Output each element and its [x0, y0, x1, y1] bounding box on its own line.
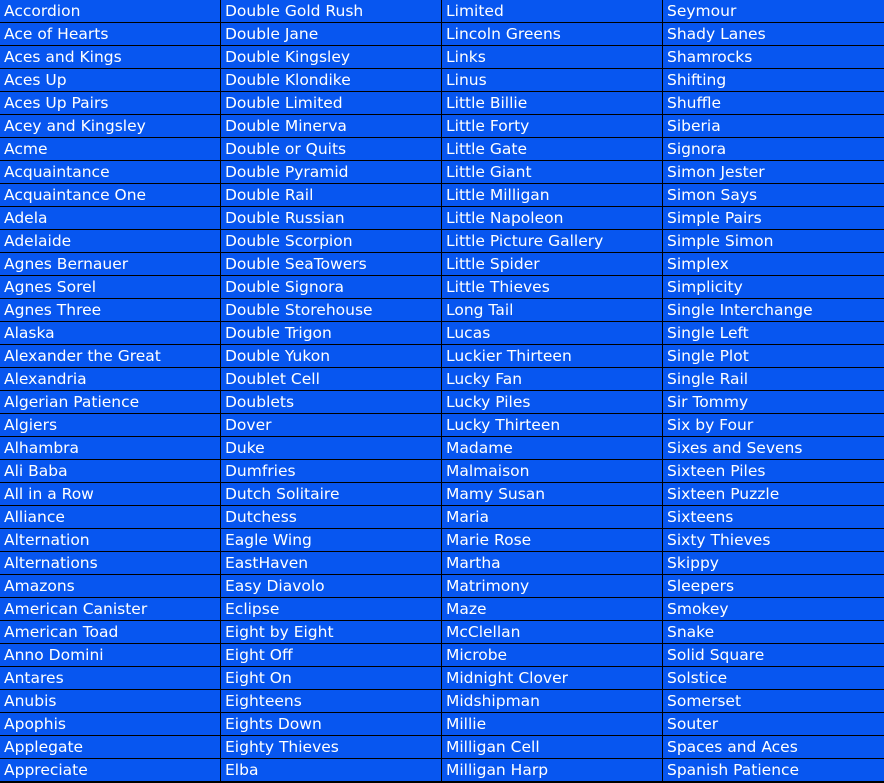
game-list-item[interactable]: Single Left: [663, 322, 884, 344]
game-list-item[interactable]: Algiers: [0, 414, 220, 436]
game-list-item[interactable]: Double Limited: [221, 92, 441, 114]
game-list-item[interactable]: Madame: [442, 437, 662, 459]
game-list-item[interactable]: Double Kingsley: [221, 46, 441, 68]
game-list-item[interactable]: Elba: [221, 759, 441, 781]
game-list-item[interactable]: Aces and Kings: [0, 46, 220, 68]
game-list-item[interactable]: Eclipse: [221, 598, 441, 620]
game-list-item[interactable]: Double or Quits: [221, 138, 441, 160]
game-list-item[interactable]: Eight by Eight: [221, 621, 441, 643]
game-list-item[interactable]: Little Napoleon: [442, 207, 662, 229]
game-list-item[interactable]: Simple Simon: [663, 230, 884, 252]
game-list-item[interactable]: Acey and Kingsley: [0, 115, 220, 137]
game-list-item[interactable]: EastHaven: [221, 552, 441, 574]
game-list-item[interactable]: Little Milligan: [442, 184, 662, 206]
game-list-item[interactable]: Alexander the Great: [0, 345, 220, 367]
game-list-item[interactable]: American Canister: [0, 598, 220, 620]
game-list-item[interactable]: Malmaison: [442, 460, 662, 482]
game-list-item[interactable]: McClellan: [442, 621, 662, 643]
game-list-item[interactable]: Double Trigon: [221, 322, 441, 344]
game-list-item[interactable]: Double Pyramid: [221, 161, 441, 183]
game-list-item[interactable]: Double SeaTowers: [221, 253, 441, 275]
game-list-item[interactable]: Simplicity: [663, 276, 884, 298]
game-list-item[interactable]: Lucky Piles: [442, 391, 662, 413]
game-list-item[interactable]: Spaces and Aces: [663, 736, 884, 758]
game-list-item[interactable]: Sixes and Sevens: [663, 437, 884, 459]
game-list-item[interactable]: Aces Up: [0, 69, 220, 91]
game-list-item[interactable]: All in a Row: [0, 483, 220, 505]
game-list-item[interactable]: Links: [442, 46, 662, 68]
game-list-item[interactable]: Sixty Thieves: [663, 529, 884, 551]
game-list-item[interactable]: Six by Four: [663, 414, 884, 436]
game-list-item[interactable]: Shifting: [663, 69, 884, 91]
game-list-item[interactable]: Dutch Solitaire: [221, 483, 441, 505]
game-list-item[interactable]: Single Interchange: [663, 299, 884, 321]
game-list-item[interactable]: Milligan Harp: [442, 759, 662, 781]
game-list-item[interactable]: Ace of Hearts: [0, 23, 220, 45]
game-list-item[interactable]: Ali Baba: [0, 460, 220, 482]
game-list-item[interactable]: Double Jane: [221, 23, 441, 45]
game-list-item[interactable]: Eighty Thieves: [221, 736, 441, 758]
game-list-item[interactable]: Signora: [663, 138, 884, 160]
game-list-item[interactable]: Duke: [221, 437, 441, 459]
game-list-item[interactable]: Double Storehouse: [221, 299, 441, 321]
game-list-item[interactable]: Shamrocks: [663, 46, 884, 68]
game-list-item[interactable]: Anno Domini: [0, 644, 220, 666]
game-list-item[interactable]: Double Minerva: [221, 115, 441, 137]
game-list-item[interactable]: Somerset: [663, 690, 884, 712]
game-list-item[interactable]: Alliance: [0, 506, 220, 528]
game-list-item[interactable]: Accordion: [0, 0, 220, 22]
game-list-item[interactable]: Simple Pairs: [663, 207, 884, 229]
game-list-item[interactable]: Little Thieves: [442, 276, 662, 298]
game-list-item[interactable]: Smokey: [663, 598, 884, 620]
game-list-item[interactable]: Lucky Fan: [442, 368, 662, 390]
game-list-item[interactable]: Appreciate: [0, 759, 220, 781]
game-list-item[interactable]: Microbe: [442, 644, 662, 666]
game-list-item[interactable]: Eagle Wing: [221, 529, 441, 551]
game-list-item[interactable]: Agnes Bernauer: [0, 253, 220, 275]
game-list-item[interactable]: Eight Off: [221, 644, 441, 666]
game-list-item[interactable]: Aces Up Pairs: [0, 92, 220, 114]
game-list-item[interactable]: Long Tail: [442, 299, 662, 321]
game-list-item[interactable]: Doublet Cell: [221, 368, 441, 390]
game-list-item[interactable]: Little Giant: [442, 161, 662, 183]
game-list-item[interactable]: Solstice: [663, 667, 884, 689]
game-list-item[interactable]: Single Plot: [663, 345, 884, 367]
game-list-item[interactable]: Siberia: [663, 115, 884, 137]
game-list-item[interactable]: Little Forty: [442, 115, 662, 137]
game-list-item[interactable]: Limited: [442, 0, 662, 22]
game-list-item[interactable]: Skippy: [663, 552, 884, 574]
game-list-item[interactable]: Easy Diavolo: [221, 575, 441, 597]
game-list-item[interactable]: Luckier Thirteen: [442, 345, 662, 367]
game-list-item[interactable]: Double Scorpion: [221, 230, 441, 252]
game-list-item[interactable]: Single Rail: [663, 368, 884, 390]
game-list-item[interactable]: Alaska: [0, 322, 220, 344]
game-list-item[interactable]: Dutchess: [221, 506, 441, 528]
game-list-item[interactable]: Snake: [663, 621, 884, 643]
game-list-item[interactable]: Anubis: [0, 690, 220, 712]
game-list-item[interactable]: Alternations: [0, 552, 220, 574]
game-list-item[interactable]: Simon Jester: [663, 161, 884, 183]
game-list-item[interactable]: Apophis: [0, 713, 220, 735]
game-list-item[interactable]: Double Rail: [221, 184, 441, 206]
game-list-item[interactable]: Sixteen Piles: [663, 460, 884, 482]
game-list-item[interactable]: Little Gate: [442, 138, 662, 160]
game-list-item[interactable]: Millie: [442, 713, 662, 735]
game-list-item[interactable]: Maze: [442, 598, 662, 620]
game-list-item[interactable]: Antares: [0, 667, 220, 689]
game-list-item[interactable]: Little Spider: [442, 253, 662, 275]
game-list-item[interactable]: Milligan Cell: [442, 736, 662, 758]
game-list-item[interactable]: Sixteens: [663, 506, 884, 528]
game-list-item[interactable]: Alexandria: [0, 368, 220, 390]
game-list-item[interactable]: Dover: [221, 414, 441, 436]
game-list-item[interactable]: Acquaintance One: [0, 184, 220, 206]
game-list-item[interactable]: Little Billie: [442, 92, 662, 114]
game-list-item[interactable]: Lucky Thirteen: [442, 414, 662, 436]
game-list-item[interactable]: Simon Says: [663, 184, 884, 206]
game-list-item[interactable]: Doublets: [221, 391, 441, 413]
game-list-item[interactable]: Alternation: [0, 529, 220, 551]
game-list-item[interactable]: Applegate: [0, 736, 220, 758]
game-list-item[interactable]: Eighteens: [221, 690, 441, 712]
game-list-item[interactable]: Lincoln Greens: [442, 23, 662, 45]
game-list-item[interactable]: Linus: [442, 69, 662, 91]
game-list-item[interactable]: Solid Square: [663, 644, 884, 666]
game-list-item[interactable]: Shady Lanes: [663, 23, 884, 45]
game-list-item[interactable]: Alhambra: [0, 437, 220, 459]
game-list-item[interactable]: Shuffle: [663, 92, 884, 114]
game-list-item[interactable]: Dumfries: [221, 460, 441, 482]
game-list-item[interactable]: Algerian Patience: [0, 391, 220, 413]
game-list-item[interactable]: American Toad: [0, 621, 220, 643]
game-list-item[interactable]: Sleepers: [663, 575, 884, 597]
game-list-item[interactable]: Adela: [0, 207, 220, 229]
game-list-item[interactable]: Little Picture Gallery: [442, 230, 662, 252]
game-list-item[interactable]: Eight On: [221, 667, 441, 689]
game-list-item[interactable]: Sir Tommy: [663, 391, 884, 413]
game-list-item[interactable]: Maria: [442, 506, 662, 528]
game-list-item[interactable]: Lucas: [442, 322, 662, 344]
game-list-item[interactable]: Marie Rose: [442, 529, 662, 551]
game-list-item[interactable]: Double Yukon: [221, 345, 441, 367]
game-list-item[interactable]: Acme: [0, 138, 220, 160]
game-list-item[interactable]: Amazons: [0, 575, 220, 597]
game-list-item[interactable]: Mamy Susan: [442, 483, 662, 505]
game-list-item[interactable]: Double Signora: [221, 276, 441, 298]
game-list-item[interactable]: Double Russian: [221, 207, 441, 229]
game-list-item[interactable]: Double Gold Rush: [221, 0, 441, 22]
game-list-item[interactable]: Matrimony: [442, 575, 662, 597]
game-list-item[interactable]: Martha: [442, 552, 662, 574]
game-list-item[interactable]: Souter: [663, 713, 884, 735]
game-list-item[interactable]: Simplex: [663, 253, 884, 275]
game-list-item[interactable]: Eights Down: [221, 713, 441, 735]
game-list-item[interactable]: Seymour: [663, 0, 884, 22]
game-list-item[interactable]: Agnes Three: [0, 299, 220, 321]
game-list-item[interactable]: Midnight Clover: [442, 667, 662, 689]
game-list-item[interactable]: Double Klondike: [221, 69, 441, 91]
game-list-item[interactable]: Agnes Sorel: [0, 276, 220, 298]
game-list-item[interactable]: Acquaintance: [0, 161, 220, 183]
game-list-item[interactable]: Midshipman: [442, 690, 662, 712]
game-list-item[interactable]: Adelaide: [0, 230, 220, 252]
game-list-item[interactable]: Sixteen Puzzle: [663, 483, 884, 505]
game-list-item[interactable]: Spanish Patience: [663, 759, 884, 781]
